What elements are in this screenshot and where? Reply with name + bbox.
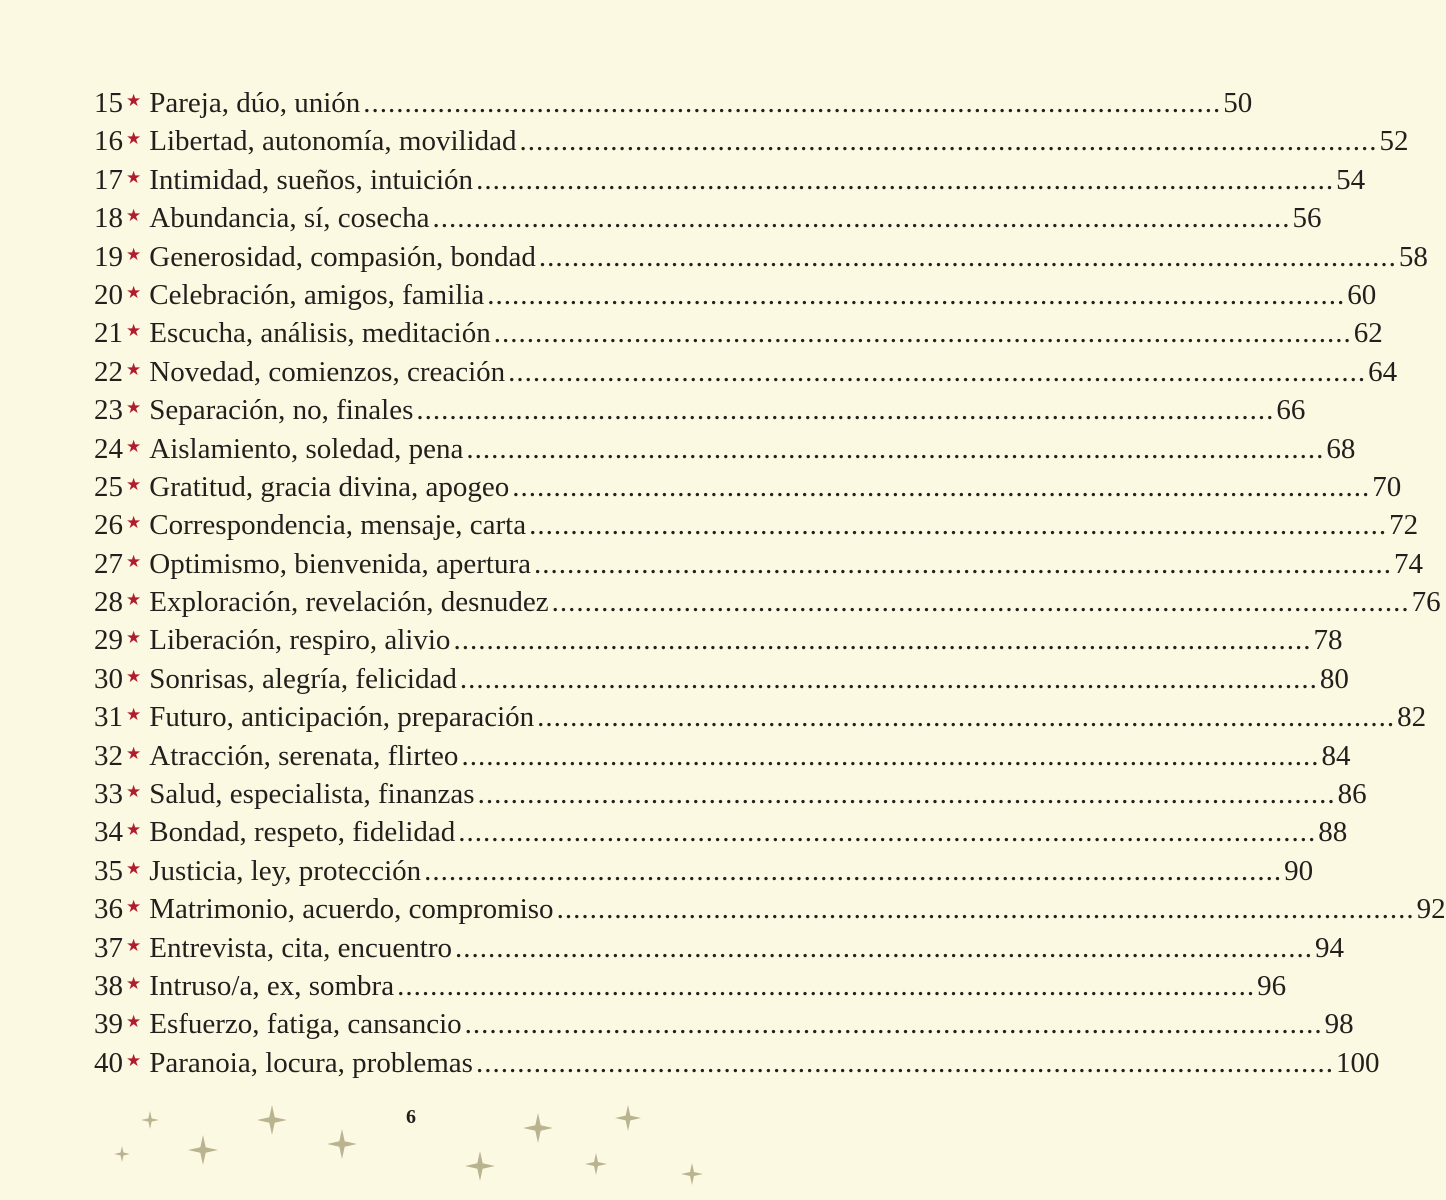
entry-page: 62	[1353, 317, 1383, 350]
entry-title: Separación, no, finales	[149, 394, 414, 427]
dot-leader: ........................................................................................................	[432, 202, 1291, 235]
red-star-icon: ★	[126, 820, 142, 840]
toc-entry[interactable]	[94, 199, 1322, 237]
entry-title: Esfuerzo, fatiga, cansancio	[149, 1008, 462, 1041]
toc-entry[interactable]	[94, 890, 1446, 928]
toc-entry[interactable]	[94, 813, 1348, 851]
entry-number: 19	[94, 240, 123, 273]
dot-leader: ........................................................................................................	[453, 624, 1312, 657]
dot-leader: ........................................................................................................	[476, 163, 1335, 196]
entry-title: Pareja, dúo, unión	[149, 87, 361, 119]
toc-entry[interactable]	[94, 621, 1343, 659]
table-of-contents	[94, 84, 1446, 1082]
entry-number: 24	[94, 432, 123, 465]
entry-title: Sonrisas, alegría, felicidad	[149, 662, 457, 695]
entry-number: 17	[94, 163, 123, 196]
entry-title: Atracción, serenata, flirteo	[149, 739, 459, 772]
red-star-icon: ★	[126, 1012, 142, 1032]
toc-entry[interactable]	[94, 238, 1428, 276]
entry-number: 37	[94, 931, 123, 964]
red-star-icon: ★	[126, 513, 142, 533]
entry-page: 88	[1318, 816, 1348, 849]
entry-page: 60	[1347, 278, 1377, 311]
dot-leader: ........................................................................................................	[424, 854, 1283, 887]
toc-entry[interactable]	[94, 391, 1306, 429]
four-point-star-icon	[681, 1163, 703, 1185]
entry-number: 34	[94, 816, 123, 849]
toc-entry[interactable]	[94, 967, 1287, 1005]
entry-page: 94	[1315, 931, 1345, 964]
red-star-icon: ★	[126, 206, 142, 226]
entry-page: 58	[1398, 240, 1428, 273]
entry-number: 18	[94, 202, 123, 235]
dot-leader: ........................................................................................................	[487, 278, 1346, 311]
dot-leader: ........................................................................................................	[416, 394, 1275, 427]
entry-page: 86	[1337, 778, 1367, 811]
red-star-icon: ★	[126, 743, 142, 763]
entry-page: 92	[1416, 893, 1446, 926]
dot-leader: ........................................................................................................	[475, 1046, 1334, 1079]
dot-leader: ........................................................................................................	[466, 432, 1325, 465]
red-star-icon: ★	[126, 666, 142, 686]
entry-title: Gratitud, gracia divina, apogeo	[149, 470, 510, 503]
red-star-icon: ★	[126, 167, 142, 187]
entry-page: 54	[1336, 163, 1366, 196]
red-star-icon: ★	[126, 321, 142, 341]
red-star-icon: ★	[126, 973, 142, 993]
dot-leader: ........................................................................................................	[397, 969, 1256, 1002]
red-star-icon: ★	[126, 858, 142, 878]
four-point-star-icon	[523, 1113, 553, 1143]
toc-entry[interactable]	[94, 737, 1351, 775]
red-star-icon: ★	[126, 590, 142, 610]
toc-entry[interactable]	[94, 84, 1253, 122]
entry-title: Liberación, respiro, alivio	[149, 624, 451, 657]
entry-number: 16	[94, 125, 123, 158]
entry-number: 25	[94, 470, 123, 503]
entry-page: 78	[1313, 624, 1343, 657]
toc-entry[interactable]	[94, 698, 1427, 736]
entry-title: Correspondencia, mensaje, carta	[149, 509, 527, 542]
four-point-star-icon	[114, 1146, 130, 1162]
entry-page: 66	[1276, 394, 1306, 427]
entry-page: 80	[1319, 662, 1349, 695]
entry-number: 22	[94, 355, 123, 388]
toc-entry[interactable]	[94, 276, 1377, 314]
four-point-star-icon	[585, 1153, 607, 1175]
entry-page: 56	[1292, 202, 1322, 235]
entry-number: 39	[94, 1008, 123, 1041]
red-star-icon: ★	[126, 244, 142, 264]
entry-title: Abundancia, sí, cosecha	[149, 202, 430, 235]
toc-entry[interactable]	[94, 775, 1367, 813]
entry-title: Exploración, revelación, desnudez	[149, 586, 549, 619]
dot-leader: ........................................................................................................	[519, 125, 1378, 158]
red-star-icon: ★	[126, 935, 142, 955]
toc-entry[interactable]	[94, 1005, 1354, 1043]
red-star-icon: ★	[126, 1050, 142, 1070]
entry-number: 20	[94, 278, 123, 311]
entry-page: 82	[1397, 701, 1427, 734]
dot-leader: ........................................................................................................	[508, 355, 1367, 388]
entry-page: 74	[1393, 547, 1423, 580]
page-number: 6	[406, 1106, 416, 1128]
entry-number: 30	[94, 662, 123, 695]
entry-number: 26	[94, 509, 123, 542]
entry-title: Aislamiento, soledad, pena	[149, 432, 464, 465]
toc-entry[interactable]	[94, 430, 1356, 468]
entry-number: 40	[94, 1046, 123, 1079]
entry-title: Libertad, autonomía, movilidad	[149, 125, 517, 158]
dot-leader: ........................................................................................................	[493, 317, 1352, 350]
four-point-star-icon	[615, 1105, 641, 1131]
dot-leader: ........................................................................................................	[551, 586, 1410, 619]
dot-leader: ........................................................................................................	[461, 739, 1320, 772]
entry-number: 31	[94, 701, 123, 734]
four-point-star-icon	[327, 1129, 357, 1159]
entry-number: 38	[94, 969, 123, 1002]
entry-page: 84	[1321, 739, 1351, 772]
red-star-icon: ★	[126, 705, 142, 725]
red-star-icon: ★	[126, 628, 142, 648]
red-star-icon: ★	[126, 398, 142, 418]
dot-leader: ........................................................................................................	[512, 470, 1371, 503]
entry-title: Intruso/a, ex, sombra	[149, 969, 395, 1002]
entry-page: 90	[1284, 854, 1314, 887]
red-star-icon: ★	[126, 551, 142, 571]
entry-title: Bondad, respeto, fidelidad	[149, 816, 456, 849]
dot-leader: ........................................................................................................	[556, 893, 1415, 926]
entry-title: Salud, especialista, finanzas	[149, 778, 475, 811]
toc-entry[interactable]	[94, 353, 1398, 391]
toc-entry[interactable]	[94, 1044, 1380, 1082]
dot-leader: ........................................................................................................	[464, 1008, 1323, 1041]
dot-leader: ........................................................................................................	[459, 662, 1318, 695]
entry-page: 70	[1372, 470, 1402, 503]
entry-number: 36	[94, 893, 123, 926]
entry-number: 32	[94, 739, 123, 772]
entry-title: Justicia, ley, protección	[149, 854, 422, 887]
entry-number: 23	[94, 394, 123, 427]
entry-title: Celebración, amigos, familia	[149, 278, 485, 311]
entry-number: 21	[94, 317, 123, 350]
entry-page: 64	[1368, 355, 1398, 388]
dot-leader: ........................................................................................................	[529, 509, 1388, 542]
entry-number: 33	[94, 778, 123, 811]
toc-entry[interactable]	[94, 929, 1345, 967]
dot-leader: ........................................................................................................	[538, 240, 1397, 273]
entry-number: 29	[94, 624, 123, 657]
entry-page: 52	[1379, 125, 1409, 158]
decorative-stars	[0, 1090, 822, 1200]
red-star-icon: ★	[126, 474, 142, 494]
dot-leader: ........................................................................................................	[537, 701, 1396, 734]
red-star-icon: ★	[126, 359, 142, 379]
dot-leader: ........................................................................................................	[458, 816, 1317, 849]
entry-title: Paranoia, locura, problemas	[149, 1046, 473, 1079]
four-point-star-icon	[465, 1151, 495, 1181]
red-star-icon: ★	[126, 282, 142, 302]
entry-number: 28	[94, 586, 123, 619]
red-star-icon: ★	[126, 91, 142, 110]
entry-title: Intimidad, sueños, intuición	[149, 163, 474, 196]
entry-page: 50	[1223, 87, 1253, 119]
toc-entry[interactable]	[94, 852, 1314, 890]
red-star-icon: ★	[126, 897, 142, 917]
toc-entry[interactable]	[94, 583, 1441, 621]
entry-page: 76	[1411, 586, 1441, 619]
entry-title: Futuro, anticipación, preparación	[149, 701, 535, 734]
dot-leader: ........................................................................................................	[533, 547, 1392, 580]
toc-entry[interactable]	[94, 660, 1349, 698]
red-star-icon: ★	[126, 782, 142, 802]
entry-title: Escucha, análisis, meditación	[149, 317, 491, 350]
red-star-icon: ★	[126, 129, 142, 149]
four-point-star-icon	[188, 1135, 218, 1165]
entry-page: 100	[1335, 1046, 1380, 1079]
toc-entry[interactable]	[94, 161, 1366, 199]
entry-title: Generosidad, compasión, bondad	[149, 240, 536, 273]
entry-number: 35	[94, 854, 123, 887]
entry-title: Optimismo, bienvenida, apertura	[149, 547, 531, 580]
entry-title: Matrimonio, acuerdo, compromiso	[149, 893, 554, 926]
entry-title: Entrevista, cita, encuentro	[149, 931, 453, 964]
entry-number: 27	[94, 547, 123, 580]
entry-page: 68	[1326, 432, 1356, 465]
toc-entry[interactable]	[94, 468, 1402, 506]
toc-entry[interactable]	[94, 545, 1423, 583]
dot-leader: ........................................................................................................	[363, 87, 1222, 119]
entry-number: 15	[94, 87, 123, 119]
four-point-star-icon	[141, 1111, 159, 1129]
toc-entry[interactable]	[94, 314, 1383, 352]
toc-entry[interactable]	[94, 122, 1409, 160]
entry-page: 98	[1324, 1008, 1354, 1041]
dot-leader: ........................................................................................................	[455, 931, 1314, 964]
four-point-star-icon	[257, 1105, 287, 1135]
toc-entry[interactable]	[94, 506, 1419, 544]
red-star-icon: ★	[126, 436, 142, 456]
entry-page: 72	[1389, 509, 1419, 542]
dot-leader: ........................................................................................................	[477, 778, 1336, 811]
entry-title: Novedad, comienzos, creación	[149, 355, 506, 388]
entry-page: 96	[1257, 969, 1287, 1002]
